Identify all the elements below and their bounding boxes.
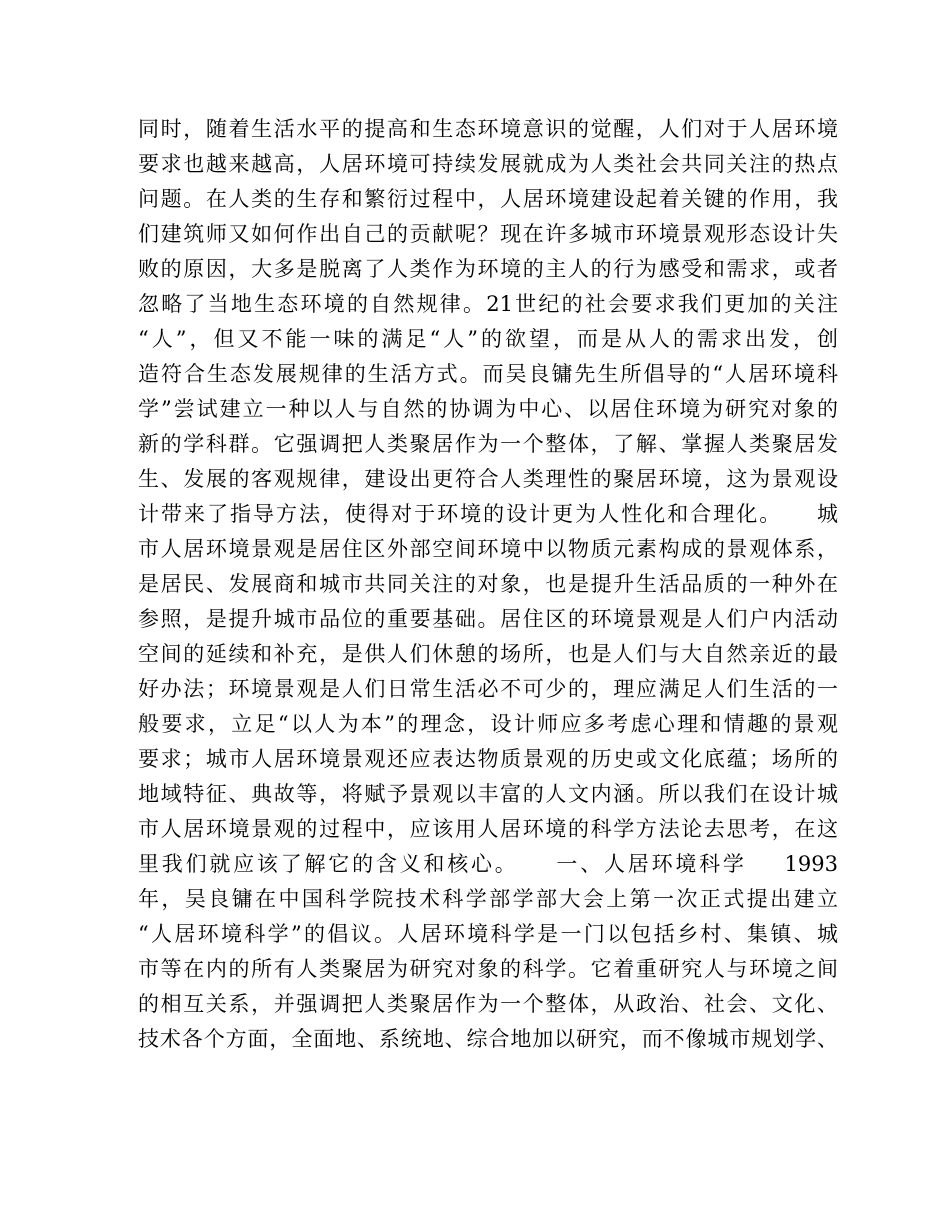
text-line: 空间的延续和补充，是供人们休憩的场所，也是人们与大自然亲近的最 — [138, 642, 838, 666]
text-line: 败的原因，大多是脱离了人类作为环境的主人的行为感受和需求，或者 — [138, 257, 838, 281]
text-line: 生、发展的客观规律，建设出更符合人类理性的聚居环境，这为景观设 — [138, 467, 838, 491]
text-line: “人”，但又不能一味的满足“人”的欲望，而是从人的需求出发，创 — [138, 327, 838, 351]
text-line: 里我们就应该了解它的含义和核心。 一、人居环境科学 1993 — [138, 852, 838, 876]
text-line: “人居环境科学”的倡议。人居环境科学是一门以包括乡村、集镇、城 — [138, 922, 838, 946]
text-line: 市等在内的所有人类聚居为研究对象的科学。它着重研究人与环境之间 — [138, 957, 838, 981]
text-line: 市人居环境景观的过程中，应该用人居环境的科学方法论去思考，在这 — [138, 817, 838, 841]
text-line: 年，吴良镛在中国科学院技术科学部学部大会上第一次正式提出建立 — [138, 887, 838, 911]
body-text — [138, 112, 838, 1057]
text-line: 的相互关系，并强调把人类聚居作为一个整体，从政治、社会、文化、 — [138, 992, 838, 1016]
text-line: 造符合生态发展规律的生活方式。而吴良镛先生所倡导的“人居环境科 — [138, 362, 838, 386]
text-line: 要求；城市人居环境景观还应表达物质景观的历史或文化底蕴；场所的 — [138, 747, 838, 771]
text-line: 计带来了指导方法，使得对于环境的设计更为人性化和合理化。 城 — [138, 502, 838, 526]
text-line: 新的学科群。它强调把人类聚居作为一个整体，了解、掌握人类聚居发 — [138, 432, 838, 456]
text-line: 是居民、发展商和城市共同关注的对象，也是提升生活品质的一种外在 — [138, 572, 838, 596]
text-line: 般要求，立足“以人为本”的理念，设计师应多考虑心理和情趣的景观 — [138, 712, 838, 736]
text-line: 市人居环境景观是居住区外部空间环境中以物质元素构成的景观体系， — [138, 537, 838, 561]
text-line: 好办法；环境景观是人们日常生活必不可少的，理应满足人们生活的一 — [138, 677, 838, 701]
text-line: 地域特征、典故等，将赋予景观以丰富的人文内涵。所以我们在设计城 — [138, 782, 838, 806]
text-line: 学”尝试建立一种以人与自然的协调为中心、以居住环境为研究对象的 — [138, 397, 838, 421]
text-line: 技术各个方面，全面地、系统地、综合地加以研究，而不像城市规划学、 — [138, 1027, 838, 1051]
text-line: 要求也越来越高，人居环境可持续发展就成为人类社会共同关注的热点 — [138, 152, 838, 176]
text-line: 同时，随着生活水平的提高和生态环境意识的觉醒，人们对于人居环境 — [138, 117, 838, 141]
text-line: 问题。在人类的生存和繁衍过程中，人居环境建设起着关键的作用，我 — [138, 187, 838, 211]
text-line: 参照，是提升城市品位的重要基础。居住区的环境景观是人们户内活动 — [138, 607, 838, 631]
text-line: 们建筑师又如何作出自己的贡献呢？现在许多城市环境景观形态设计失 — [138, 222, 838, 246]
text-line: 忽略了当地生态环境的自然规律。21世纪的社会要求我们更加的关注 — [138, 292, 838, 316]
